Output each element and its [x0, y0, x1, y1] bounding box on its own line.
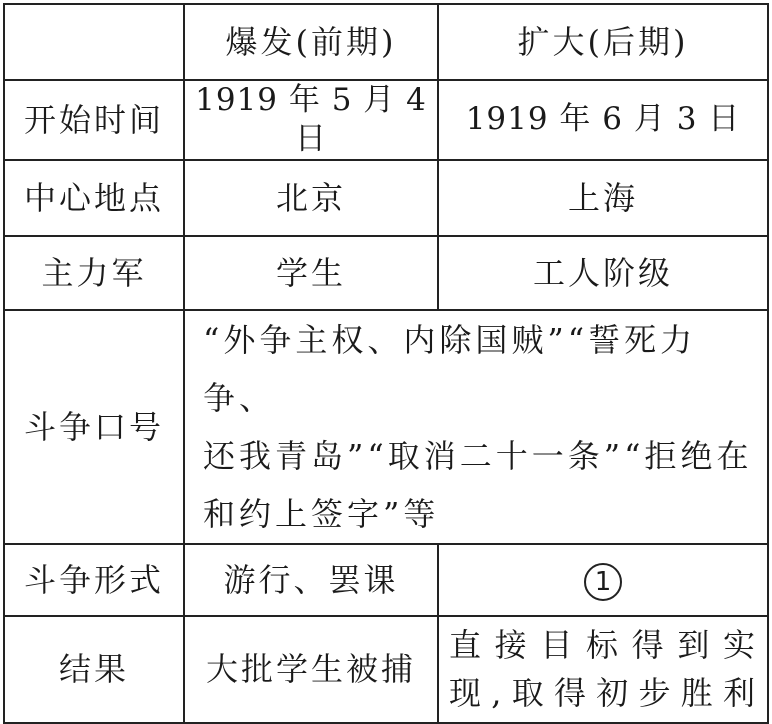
header-row	[4, 4, 768, 80]
cell-early-result: 大批学生被捕	[184, 616, 438, 723]
row-label-slogan: 斗争口号	[4, 310, 184, 544]
cell-early-form: 游行、罢课	[184, 544, 438, 616]
cell-late-form	[438, 544, 768, 616]
row-label-main-force: 主力军	[4, 236, 184, 310]
result-line-2: 现,取得初步胜利	[449, 674, 757, 712]
may-fourth-movement-table	[3, 3, 769, 724]
cell-slogan-text	[184, 310, 768, 544]
slogan-line-2: 还我青岛”“取消二十一条”“拒绝在	[203, 436, 753, 475]
row-label-start-time: 开始时间	[4, 80, 184, 160]
cell-late-main-force: 工人阶级	[438, 236, 768, 310]
table-row	[4, 236, 768, 310]
slogan-line-1: “外争主权、内除国贼”“誓死力争、	[203, 320, 697, 417]
table-row	[4, 80, 768, 160]
table-row	[4, 616, 768, 723]
result-line-1: 直接目标得到实	[449, 626, 757, 664]
row-label-result: 结果	[4, 616, 184, 723]
header-early-phase: 爆发(前期)	[184, 4, 438, 80]
cell-late-center: 上海	[438, 160, 768, 236]
blank-marker-1: 1	[584, 563, 622, 601]
cell-early-start-time: 1919 年 5 月 4 日	[184, 80, 438, 160]
cell-late-result	[438, 616, 768, 723]
table-row	[4, 160, 768, 236]
slogan-line-3: 和约上签字”等	[203, 494, 440, 533]
cell-early-main-force: 学生	[184, 236, 438, 310]
header-late-phase: 扩大(后期)	[438, 4, 768, 80]
cell-late-start-time: 1919 年 6 月 3 日	[438, 80, 768, 160]
table-row	[4, 544, 768, 616]
header-blank-cell	[4, 4, 184, 80]
table-container	[3, 3, 767, 712]
table-row	[4, 310, 768, 544]
row-label-center: 中心地点	[4, 160, 184, 236]
cell-early-center: 北京	[184, 160, 438, 236]
row-label-form: 斗争形式	[4, 544, 184, 616]
